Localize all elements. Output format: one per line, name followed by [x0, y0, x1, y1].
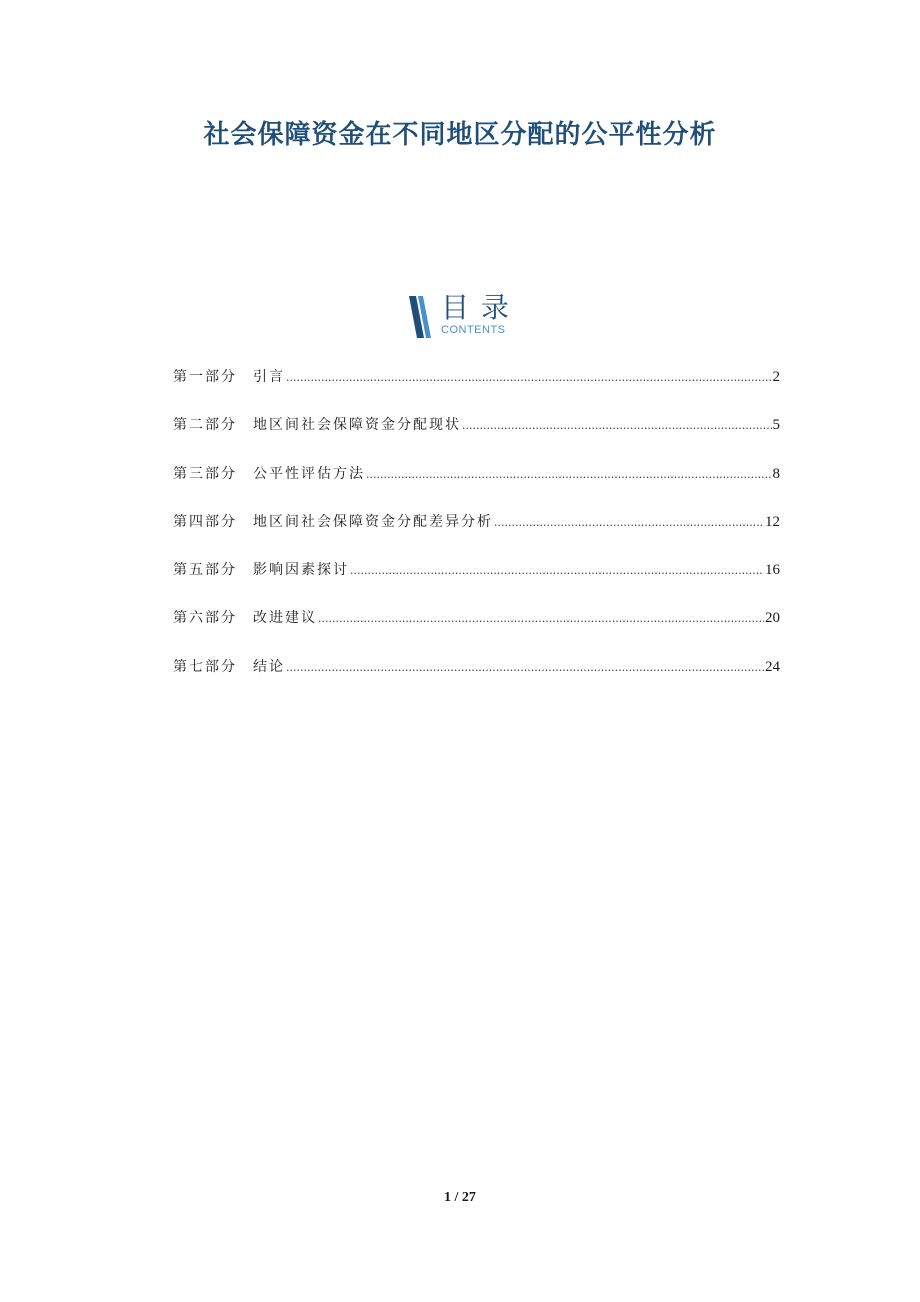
- toc-entry-page: 2: [772, 369, 780, 385]
- toc-entry[interactable]: [173, 607, 780, 655]
- toc-entry[interactable]: [173, 559, 780, 607]
- toc-entry-part: 第六部分: [173, 610, 237, 627]
- page-number: 1 / 27: [444, 1190, 476, 1205]
- toc-entry-title: 影响因素探讨: [253, 562, 349, 579]
- toc-entry-part: 第二部分: [173, 417, 237, 434]
- toc-entry-title: 公平性评估方法: [253, 465, 365, 482]
- toc-leader-dots: [462, 415, 772, 437]
- toc-entry-page: 5: [772, 417, 780, 434]
- toc-entry-title: 改进建议: [253, 610, 317, 627]
- toc-entry-part: 第一部分: [173, 369, 237, 385]
- toc-entry-title: 地区间社会保障资金分配现状: [253, 417, 461, 434]
- toc-header: [0, 292, 920, 342]
- toc-entry[interactable]: [173, 414, 780, 462]
- toc-entry-part: 第五部分: [173, 562, 237, 579]
- toc-entry-page: 24: [765, 658, 780, 675]
- contents-logo-icon: [407, 296, 433, 338]
- document-title: 社会保障资金在不同地区分配的公平性分析: [203, 120, 717, 150]
- toc-leader-dots: [494, 512, 764, 534]
- toc-subheading: CONTENTS: [441, 324, 506, 336]
- toc-entry-part: 第三部分: [173, 465, 237, 482]
- toc-entry-page: 12: [765, 513, 780, 530]
- toc-entry-page: 8: [772, 465, 780, 482]
- toc-entry-page: 20: [765, 610, 780, 627]
- toc-entry[interactable]: [173, 511, 780, 559]
- toc-leader-dots: [286, 367, 772, 389]
- toc-heading: 目录: [441, 291, 522, 324]
- toc-leader-dots: [318, 608, 764, 630]
- toc-entry[interactable]: [173, 366, 780, 414]
- toc-list: [173, 366, 780, 704]
- toc-leader-dots: [286, 657, 764, 679]
- toc-entry[interactable]: [173, 463, 780, 511]
- toc-leader-dots: [350, 560, 764, 582]
- toc-entry-page: 16: [765, 562, 780, 579]
- toc-leader-dots: [366, 464, 772, 486]
- toc-entry-title: 地区间社会保障资金分配差异分析: [253, 513, 493, 530]
- toc-entry-part: 第四部分: [173, 513, 237, 530]
- toc-entry-title: 引言: [253, 369, 285, 385]
- toc-entry-title: 结论: [253, 658, 285, 675]
- toc-entry-part: 第七部分: [173, 658, 237, 675]
- toc-entry[interactable]: [173, 656, 780, 704]
